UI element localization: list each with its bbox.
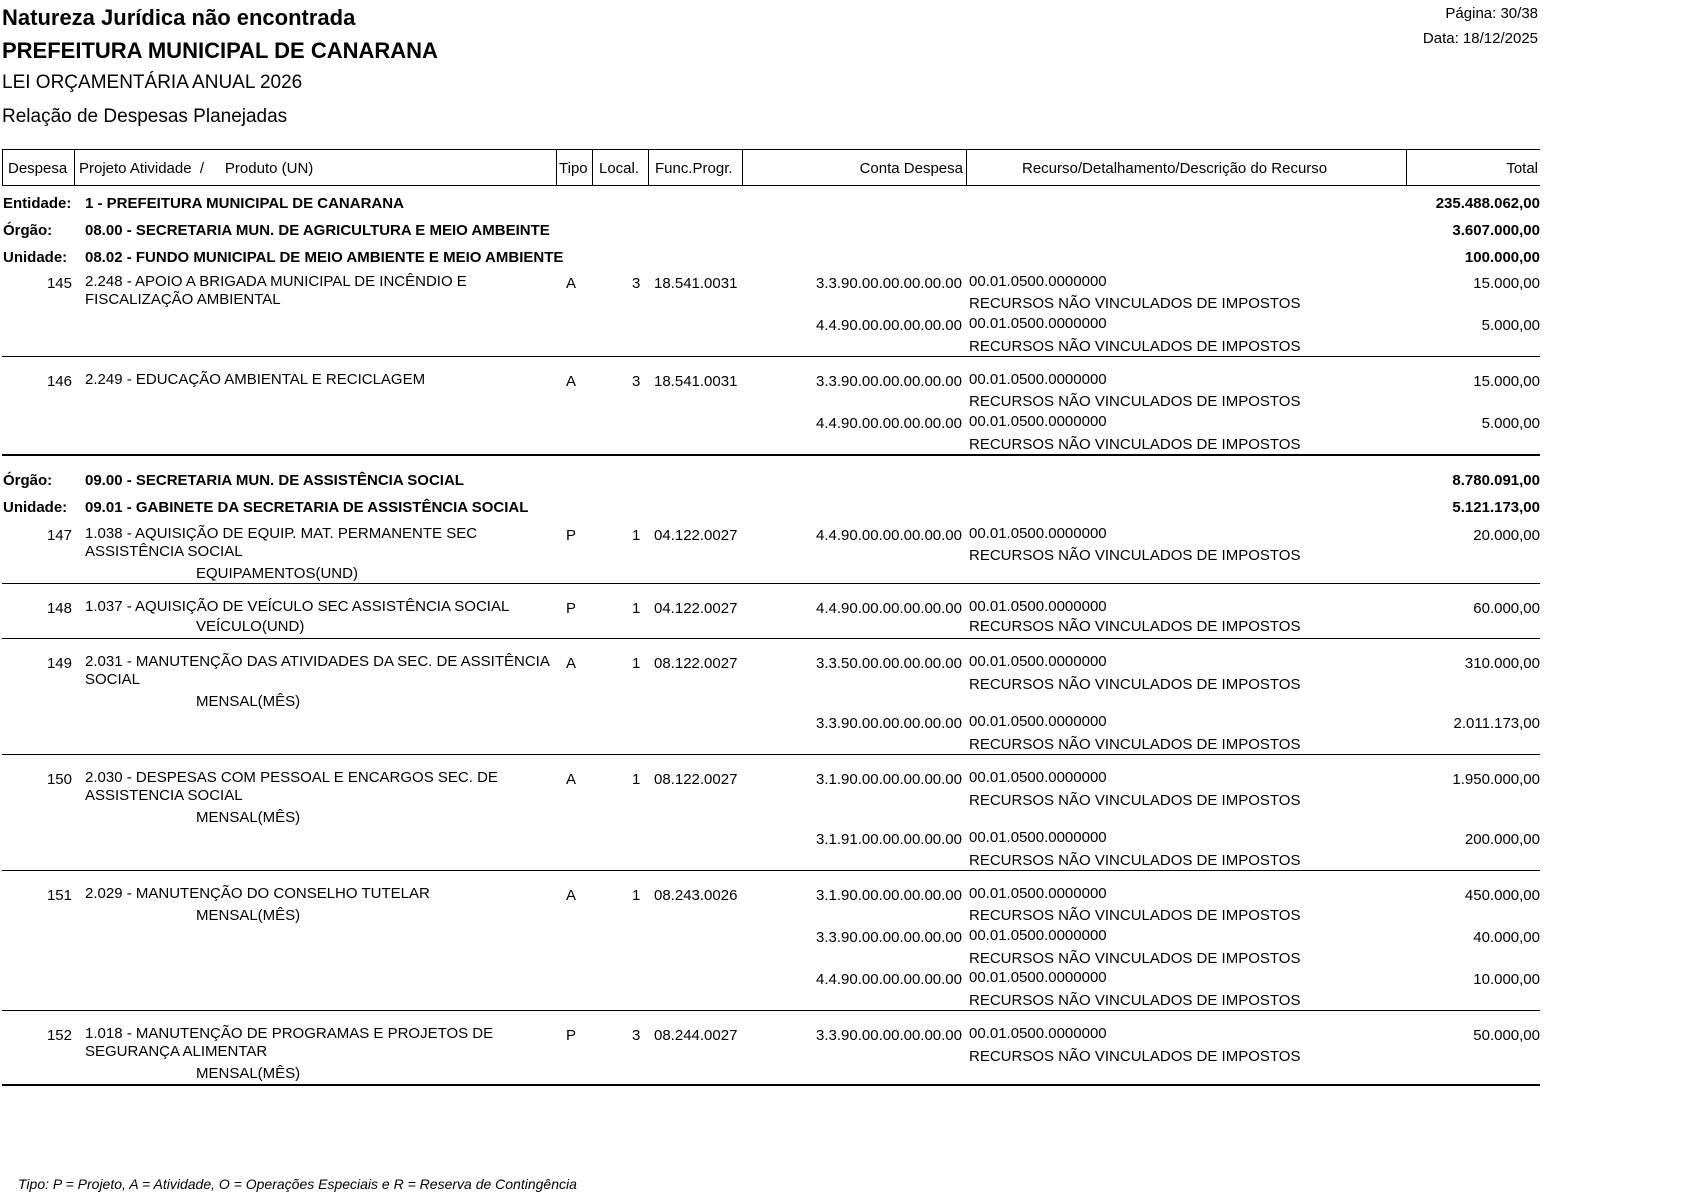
entidade-total: 235.488.062,00 xyxy=(1435,195,1540,212)
projeto-description: 2.248 - APOIO A BRIGADA MUNICIPAL DE INCÊNDIO E FISCALIZAÇÃO AMBIENTAL xyxy=(85,273,467,308)
recurso-description: RECURSOS NÃO VINCULADOS DE IMPOSTOS xyxy=(969,1048,1301,1065)
col-sep xyxy=(74,149,75,185)
despesa-number: 149 xyxy=(46,655,72,672)
total-value: 15.000,00 xyxy=(1473,275,1540,292)
conta-despesa: 4.4.90.00.00.00.00.00 xyxy=(816,971,962,988)
recurso-code: 00.01.0500.0000000 xyxy=(969,598,1107,615)
func-progr-value: 04.122.0027 xyxy=(654,600,738,617)
recurso-code: 00.01.0500.0000000 xyxy=(969,315,1107,332)
func-progr-value: 04.122.0027 xyxy=(654,527,738,544)
recurso-description: RECURSOS NÃO VINCULADOS DE IMPOSTOS xyxy=(969,992,1301,1009)
func-progr-value: 18.541.0031 xyxy=(654,373,738,390)
tipo-value: A xyxy=(566,771,577,788)
section-separator xyxy=(2,454,1540,456)
local-value: 1 xyxy=(632,887,641,904)
func-progr-value: 08.122.0027 xyxy=(654,655,738,672)
conta-despesa: 4.4.90.00.00.00.00.00 xyxy=(816,317,962,334)
tipo-value: P xyxy=(566,527,577,544)
unidade-total: 100.000,00 xyxy=(1464,249,1540,266)
recurso-code: 00.01.0500.0000000 xyxy=(969,273,1107,290)
report-title: Natureza Jurídica não encontrada xyxy=(2,5,356,30)
despesa-number: 145 xyxy=(46,275,72,292)
col-total: Total xyxy=(1506,160,1538,177)
recurso-code: 00.01.0500.0000000 xyxy=(969,653,1107,670)
tipo-value: P xyxy=(566,600,577,617)
conta-despesa: 4.4.90.00.00.00.00.00 xyxy=(816,600,962,617)
func-progr-value: 18.541.0031 xyxy=(654,275,738,292)
recurso-description: RECURSOS NÃO VINCULADOS DE IMPOSTOS xyxy=(969,950,1301,967)
tipo-value: A xyxy=(566,275,577,292)
entidade-name: 1 - PREFEITURA MUNICIPAL DE CANARANA xyxy=(85,195,404,212)
col-conta: Conta Despesa xyxy=(859,160,963,177)
col-sep xyxy=(592,149,593,185)
conta-despesa: 3.3.90.00.00.00.00.00 xyxy=(816,275,962,292)
recurso-description: RECURSOS NÃO VINCULADOS DE IMPOSTOS xyxy=(969,736,1301,753)
recurso-code: 00.01.0500.0000000 xyxy=(969,525,1107,542)
col-local: Local. xyxy=(599,160,640,177)
recurso-code: 00.01.0500.0000000 xyxy=(969,413,1107,430)
unidade-name: 09.01 - GABINETE DA SECRETARIA DE ASSISTÊNCIA SOCIAL xyxy=(85,499,529,516)
orgao-total: 3.607.000,00 xyxy=(1452,222,1540,239)
recurso-code: 00.01.0500.0000000 xyxy=(969,969,1107,986)
recurso-description: RECURSOS NÃO VINCULADOS DE IMPOSTOS xyxy=(969,676,1301,693)
projeto-description: 2.031 - MANUTENÇÃO DAS ATIVIDADES DA SEC. DE ASSITÊNCIA SOCIAL xyxy=(85,653,550,688)
recurso-code: 00.01.0500.0000000 xyxy=(969,713,1107,730)
recurso-code: 00.01.0500.0000000 xyxy=(969,371,1107,388)
recurso-description: RECURSOS NÃO VINCULADOS DE IMPOSTOS xyxy=(969,393,1301,410)
func-progr-value: 08.243.0026 xyxy=(654,887,738,904)
conta-despesa: 3.3.90.00.00.00.00.00 xyxy=(816,929,962,946)
despesa-number: 152 xyxy=(46,1027,72,1044)
col-sep xyxy=(1406,149,1407,185)
recurso-description: RECURSOS NÃO VINCULADOS DE IMPOSTOS xyxy=(969,338,1301,355)
local-value: 1 xyxy=(632,527,641,544)
row-separator xyxy=(2,583,1540,584)
projeto-description: 2.249 - EDUCAÇÃO AMBIENTAL E RECICLAGEM xyxy=(85,371,426,388)
total-value: 5.000,00 xyxy=(1481,317,1540,334)
recurso-description: RECURSOS NÃO VINCULADOS DE IMPOSTOS xyxy=(969,547,1301,564)
row-separator xyxy=(2,754,1540,755)
conta-despesa: 3.1.91.00.00.00.00.00 xyxy=(816,831,962,848)
row-separator xyxy=(2,356,1540,357)
local-value: 3 xyxy=(632,275,641,292)
col-despesa: Despesa xyxy=(8,160,68,177)
produto-unit: MENSAL(MÊS) xyxy=(196,907,301,924)
orgao-name: 09.00 - SECRETARIA MUN. DE ASSISTÊNCIA SOCIAL xyxy=(85,472,464,489)
despesa-number: 150 xyxy=(46,771,72,788)
municipality-title: PREFEITURA MUNICIPAL DE CANARANA xyxy=(2,38,438,63)
conta-despesa: 3.3.90.00.00.00.00.00 xyxy=(816,373,962,390)
produto-unit: MENSAL(MÊS) xyxy=(196,693,301,710)
unidade-label: Unidade: xyxy=(3,499,68,516)
conta-despesa: 3.1.90.00.00.00.00.00 xyxy=(816,887,962,904)
header-bottom-rule xyxy=(2,185,1540,186)
total-value: 20.000,00 xyxy=(1473,527,1540,544)
total-value: 50.000,00 xyxy=(1473,1027,1540,1044)
local-value: 1 xyxy=(632,771,641,788)
orgao-label: Órgão: xyxy=(3,222,53,239)
col-sep xyxy=(648,149,649,185)
func-progr-value: 08.244.0027 xyxy=(654,1027,738,1044)
recurso-code: 00.01.0500.0000000 xyxy=(969,1025,1107,1042)
col-sep xyxy=(2,149,3,185)
col-sep xyxy=(742,149,743,185)
header-top-rule xyxy=(2,149,1540,150)
local-value: 3 xyxy=(632,373,641,390)
recurso-description: RECURSOS NÃO VINCULADOS DE IMPOSTOS xyxy=(969,436,1301,453)
col-func: Func.Progr. xyxy=(655,160,733,177)
total-value: 200.000,00 xyxy=(1464,831,1540,848)
row-separator xyxy=(2,1010,1540,1011)
despesa-number: 147 xyxy=(46,527,72,544)
recurso-description: RECURSOS NÃO VINCULADOS DE IMPOSTOS xyxy=(969,907,1301,924)
func-progr-value: 08.122.0027 xyxy=(654,771,738,788)
total-value: 450.000,00 xyxy=(1464,887,1540,904)
conta-despesa: 4.4.90.00.00.00.00.00 xyxy=(816,527,962,544)
orgao-name: 08.00 - SECRETARIA MUN. DE AGRICULTURA E MEIO AMBEINTE xyxy=(85,222,550,239)
recurso-description: RECURSOS NÃO VINCULADOS DE IMPOSTOS xyxy=(969,618,1301,635)
total-value: 60.000,00 xyxy=(1473,600,1540,617)
projeto-description: 1.038 - AQUISIÇÃO DE EQUIP. MAT. PERMANENTE SEC ASSISTÊNCIA SOCIAL xyxy=(85,525,478,560)
tipo-value: P xyxy=(566,1027,577,1044)
local-value: 1 xyxy=(632,655,641,672)
recurso-code: 00.01.0500.0000000 xyxy=(969,769,1107,786)
recurso-code: 00.01.0500.0000000 xyxy=(969,829,1107,846)
orgao-label: Órgão: xyxy=(3,472,53,489)
total-value: 5.000,00 xyxy=(1481,415,1540,432)
recurso-description: RECURSOS NÃO VINCULADOS DE IMPOSTOS xyxy=(969,792,1301,809)
total-value: 10.000,00 xyxy=(1473,971,1540,988)
row-separator xyxy=(2,638,1540,639)
conta-despesa: 3.1.90.00.00.00.00.00 xyxy=(816,771,962,788)
produto-unit: MENSAL(MÊS) xyxy=(196,809,301,826)
produto-unit: MENSAL(MÊS) xyxy=(196,1065,301,1082)
total-value: 40.000,00 xyxy=(1473,929,1540,946)
projeto-description: 1.037 - AQUISIÇÃO DE VEÍCULO SEC ASSISTÊNCIA SOCIAL xyxy=(85,598,510,615)
unidade-total: 5.121.173,00 xyxy=(1452,499,1540,516)
local-value: 1 xyxy=(632,600,641,617)
col-recurso: Recurso/Detalhamento/Descrição do Recurso xyxy=(1022,160,1328,177)
recurso-description: RECURSOS NÃO VINCULADOS DE IMPOSTOS xyxy=(969,295,1301,312)
recurso-code: 00.01.0500.0000000 xyxy=(969,885,1107,902)
total-value: 2.011.173,00 xyxy=(1453,715,1540,732)
despesa-number: 151 xyxy=(46,887,72,904)
local-value: 3 xyxy=(632,1027,641,1044)
unidade-name: 08.02 - FUNDO MUNICIPAL DE MEIO AMBIENTE E MEIO AMBIENTE xyxy=(85,249,564,266)
row-separator xyxy=(2,870,1540,871)
recurso-description: RECURSOS NÃO VINCULADOS DE IMPOSTOS xyxy=(969,852,1301,869)
law-title: LEI ORÇAMENTÁRIA ANUAL 2026 xyxy=(2,72,303,93)
conta-despesa: 4.4.90.00.00.00.00.00 xyxy=(816,415,962,432)
col-sep xyxy=(966,149,967,185)
unidade-label: Unidade: xyxy=(3,249,68,266)
footer-legend: Tipo: P = Projeto, A = Atividade, O = Operações Especiais e R = Reserva de Contingência xyxy=(18,1176,577,1192)
entidade-label: Entidade: xyxy=(3,195,72,212)
col-sep xyxy=(556,149,557,185)
conta-despesa: 3.3.90.00.00.00.00.00 xyxy=(816,715,962,732)
projeto-description: 1.018 - MANUTENÇÃO DE PROGRAMAS E PROJETOS DE SEGURANÇA ALIMENTAR xyxy=(85,1025,494,1060)
page-number: Página: 30/38 xyxy=(1445,5,1538,22)
col-projeto: Projeto Atividade / Produto (UN) xyxy=(79,160,314,177)
report-date: Data: 18/12/2025 xyxy=(1422,30,1538,47)
orgao-total: 8.780.091,00 xyxy=(1452,472,1540,489)
conta-despesa: 3.3.50.00.00.00.00.00 xyxy=(816,655,962,672)
projeto-description: 2.029 - MANUTENÇÃO DO CONSELHO TUTELAR xyxy=(85,885,430,902)
table-bottom-rule xyxy=(2,1084,1540,1086)
produto-unit: EQUIPAMENTOS(UND) xyxy=(196,565,358,582)
total-value: 1.950.000,00 xyxy=(1452,771,1540,788)
projeto-description: 2.030 - DESPESAS COM PESSOAL E ENCARGOS SEC. DE ASSISTENCIA SOCIAL xyxy=(85,769,498,804)
conta-despesa: 3.3.90.00.00.00.00.00 xyxy=(816,1027,962,1044)
tipo-value: A xyxy=(566,373,577,390)
total-value: 310.000,00 xyxy=(1464,655,1540,672)
produto-unit: VEÍCULO(UND) xyxy=(196,618,305,635)
tipo-value: A xyxy=(566,887,577,904)
despesa-number: 148 xyxy=(46,600,72,617)
despesa-number: 146 xyxy=(46,373,72,390)
col-tipo: Tipo xyxy=(559,160,588,177)
recurso-code: 00.01.0500.0000000 xyxy=(969,927,1107,944)
tipo-value: A xyxy=(566,655,577,672)
report-subtitle: Relação de Despesas Planejadas xyxy=(2,106,288,127)
total-value: 15.000,00 xyxy=(1473,373,1540,390)
